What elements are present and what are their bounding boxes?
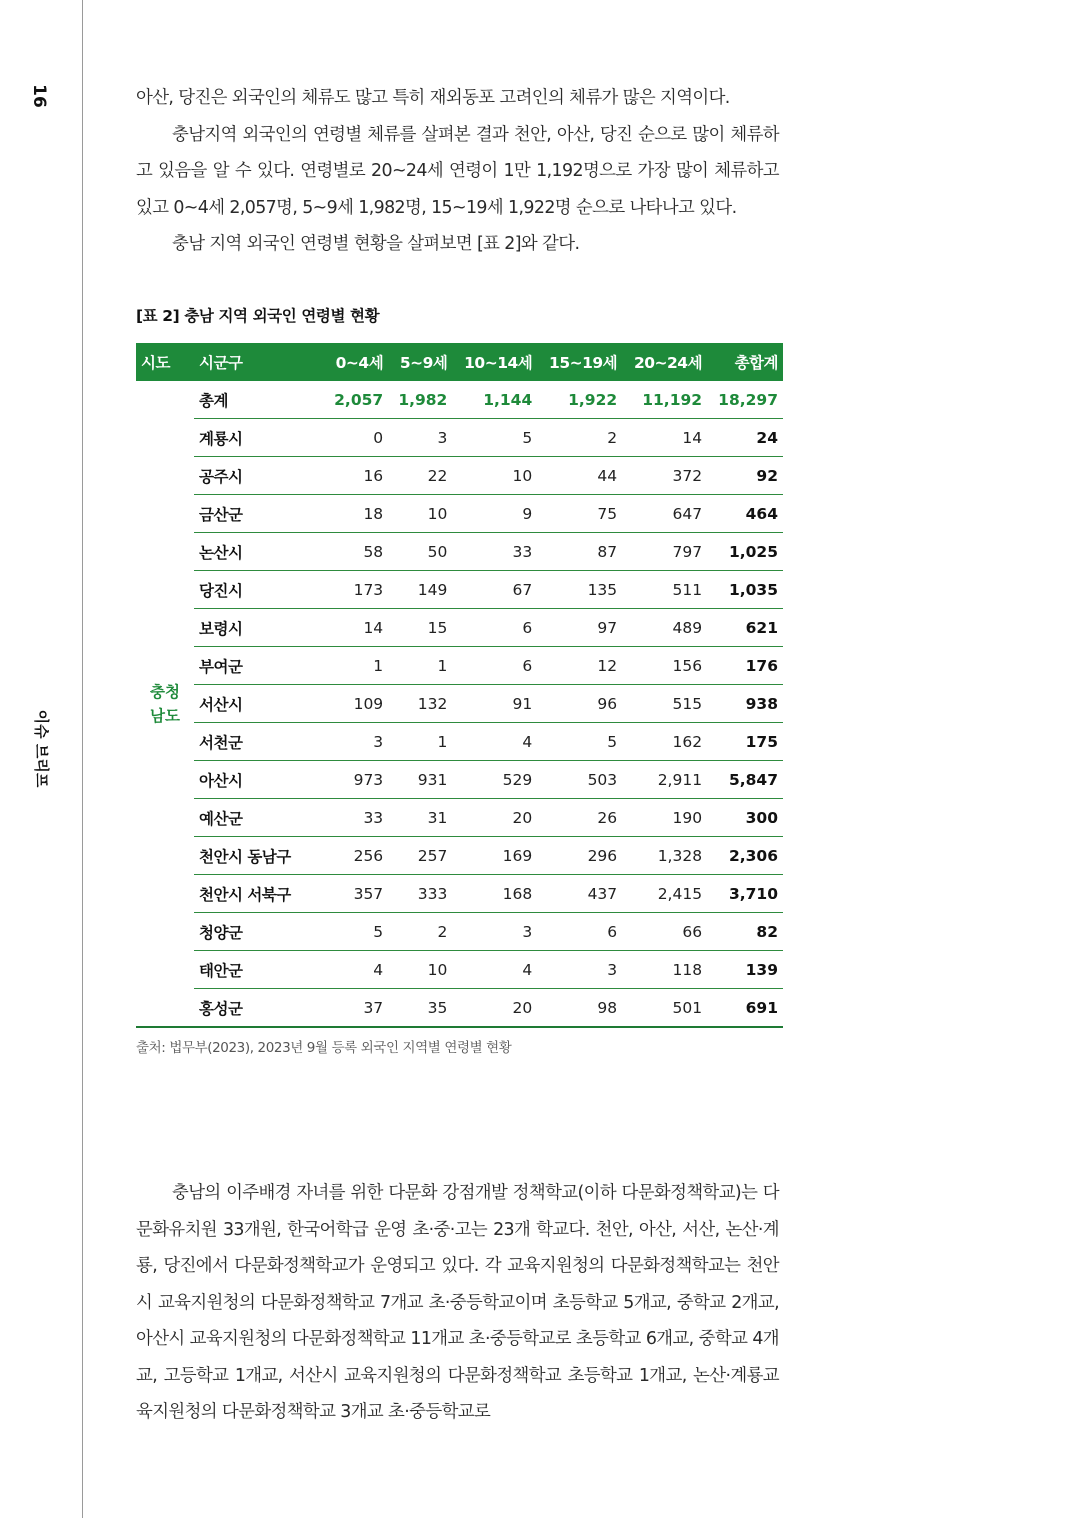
table-row [136, 951, 783, 989]
district-name: 당진시 [194, 571, 324, 609]
age-value: 6 [452, 609, 537, 647]
age-value: 12 [537, 647, 622, 685]
age-value: 33 [452, 533, 537, 571]
district-name: 천안시 서북구 [194, 875, 324, 913]
age-value: 91 [452, 685, 537, 723]
age-value: 2,911 [622, 761, 707, 799]
total-value: 176 [707, 647, 783, 685]
total-value: 1,035 [707, 571, 783, 609]
age-value: 109 [324, 685, 388, 723]
age-value: 647 [622, 495, 707, 533]
age-value: 4 [324, 951, 388, 989]
age-stats-table [136, 343, 783, 1028]
age-value: 67 [452, 571, 537, 609]
age-value: 162 [622, 723, 707, 761]
age-value: 5 [537, 723, 622, 761]
age-value: 96 [537, 685, 622, 723]
age-value: 1,328 [622, 837, 707, 875]
table-row [136, 647, 783, 685]
table-row [136, 533, 783, 571]
age-value: 98 [537, 989, 622, 1028]
total-value: 2,306 [707, 837, 783, 875]
total-value: 3,710 [707, 875, 783, 913]
age-value: 1,922 [537, 381, 622, 419]
age-value: 2 [388, 913, 452, 951]
district-name: 공주시 [194, 457, 324, 495]
total-value: 621 [707, 609, 783, 647]
age-value: 5 [452, 419, 537, 457]
table-row [136, 685, 783, 723]
paragraph [136, 80, 779, 117]
age-value: 15 [388, 609, 452, 647]
district-name: 청양군 [194, 913, 324, 951]
table-row [136, 913, 783, 951]
age-value: 10 [388, 495, 452, 533]
table-row [136, 419, 783, 457]
district-name: 예산군 [194, 799, 324, 837]
total-value: 139 [707, 951, 783, 989]
age-value: 2,415 [622, 875, 707, 913]
total-value: 5,847 [707, 761, 783, 799]
total-value: 691 [707, 989, 783, 1028]
age-value: 37 [324, 989, 388, 1028]
age-value: 10 [452, 457, 537, 495]
age-value: 135 [537, 571, 622, 609]
total-value: 18,297 [707, 381, 783, 419]
age-value: 16 [324, 457, 388, 495]
paragraph-text: 충남지역 외국인의 연령별 체류를 살펴본 결과 천안, 아산, 당진 순으로 많이 체류하고 있음을 알 수 있다. 연령별로 20~24세 연령이 1만 1,192명으로 가장 많이 체류하고 있고 0~4세 2,057명, 5~9세 1,982명, 15~19세 1,922명 순으로 나타나고 있다. [136, 124, 779, 218]
age-value: 6 [452, 647, 537, 685]
age-value: 18 [324, 495, 388, 533]
age-value: 14 [324, 609, 388, 647]
age-value: 9 [452, 495, 537, 533]
page-number: 16 [29, 84, 49, 108]
age-value: 132 [388, 685, 452, 723]
age-value: 44 [537, 457, 622, 495]
header-age-15-19: 15~19세 [537, 343, 622, 381]
district-name: 계룡시 [194, 419, 324, 457]
age-value: 529 [452, 761, 537, 799]
district-name: 홍성군 [194, 989, 324, 1028]
header-age-10-14: 10~14세 [452, 343, 537, 381]
age-value: 357 [324, 875, 388, 913]
age-value: 66 [622, 913, 707, 951]
age-value: 169 [452, 837, 537, 875]
age-value: 1 [388, 647, 452, 685]
header-age-20-24: 20~24세 [622, 343, 707, 381]
age-value: 3 [537, 951, 622, 989]
age-value: 1,982 [388, 381, 452, 419]
table-row [136, 989, 783, 1028]
table-total-row [136, 381, 783, 419]
age-value: 33 [324, 799, 388, 837]
intro-paragraphs [136, 80, 779, 263]
region-cell: 충청 남도 [136, 381, 194, 1027]
age-value: 190 [622, 799, 707, 837]
age-value: 437 [537, 875, 622, 913]
header-age-0-4: 0~4세 [324, 343, 388, 381]
table-row [136, 609, 783, 647]
age-value: 515 [622, 685, 707, 723]
table-row [136, 495, 783, 533]
table-header-row [136, 343, 783, 381]
age-value: 0 [324, 419, 388, 457]
age-value: 1,144 [452, 381, 537, 419]
age-value: 503 [537, 761, 622, 799]
header-total: 총합계 [707, 343, 783, 381]
table-row [136, 571, 783, 609]
header-district: 시군구 [194, 343, 324, 381]
age-value: 257 [388, 837, 452, 875]
district-name: 서산시 [194, 685, 324, 723]
age-value: 501 [622, 989, 707, 1028]
district-name: 서천군 [194, 723, 324, 761]
body-paragraph-text: 충남의 이주배경 자녀를 위한 다문화 강점개발 정책학교(이하 다문화정책학교)는 다문화유치원 33개원, 한국어학급 운영 초·중·고는 23개 학교다. 천안, 아산, 서산, 논산·계룡, 당진에서 다문화정책학교가 운영되고 있다. 각 교육지원청의 다문화정책학교는 천안시 교육지원청의 다문화정책학교 7개교 초·중등학교이며 초등학교 5개교, 중학교 2개교, 아산시 교육지원청의 다문화정책학교 11개교 초·중등학교로 초등학교 6개교, 중학교 4개교, 고등학교 1개교, 서산시 교육지원청의 다문화정책학교 초등학교 1개교, 논산·계룡교육지원청의 다문화정책학교 3개교 초·중등학교로 [136, 1183, 779, 1422]
total-value: 1,025 [707, 533, 783, 571]
age-value: 2 [537, 419, 622, 457]
age-value: 87 [537, 533, 622, 571]
age-value: 35 [388, 989, 452, 1028]
age-value: 4 [452, 951, 537, 989]
table-row [136, 457, 783, 495]
age-value: 156 [622, 647, 707, 685]
age-value: 3 [324, 723, 388, 761]
district-name: 태안군 [194, 951, 324, 989]
total-value: 24 [707, 419, 783, 457]
paragraph-text: 충남 지역 외국인 연령별 현황을 살펴보면 [표 2]와 같다. [172, 234, 580, 254]
district-name: 총계 [194, 381, 324, 419]
district-name: 논산시 [194, 533, 324, 571]
total-value: 92 [707, 457, 783, 495]
district-name: 금산군 [194, 495, 324, 533]
table-row [136, 723, 783, 761]
age-value: 973 [324, 761, 388, 799]
age-value: 333 [388, 875, 452, 913]
age-value: 489 [622, 609, 707, 647]
age-value: 11,192 [622, 381, 707, 419]
age-value: 296 [537, 837, 622, 875]
age-value: 20 [452, 799, 537, 837]
age-value: 173 [324, 571, 388, 609]
age-value: 118 [622, 951, 707, 989]
table-row [136, 799, 783, 837]
table-row [136, 837, 783, 875]
age-value: 3 [452, 913, 537, 951]
table-row [136, 875, 783, 913]
body-paragraph [136, 1175, 779, 1431]
table-source: 출처: 법무부(2023), 2023년 9월 등록 외국인 지역별 연령별 현황 [136, 1040, 512, 1056]
age-value: 31 [388, 799, 452, 837]
age-value: 1 [324, 647, 388, 685]
age-value: 797 [622, 533, 707, 571]
total-value: 300 [707, 799, 783, 837]
header-age-5-9: 5~9세 [388, 343, 452, 381]
total-value: 175 [707, 723, 783, 761]
age-value: 4 [452, 723, 537, 761]
age-value: 372 [622, 457, 707, 495]
total-value: 82 [707, 913, 783, 951]
total-value: 938 [707, 685, 783, 723]
margin-rule [82, 0, 83, 1518]
age-value: 5 [324, 913, 388, 951]
age-value: 10 [388, 951, 452, 989]
section-label: 이슈 브리프 [32, 709, 51, 788]
age-value: 6 [537, 913, 622, 951]
age-value: 256 [324, 837, 388, 875]
district-name: 아산시 [194, 761, 324, 799]
table-row [136, 761, 783, 799]
age-value: 75 [537, 495, 622, 533]
age-value: 58 [324, 533, 388, 571]
table-body [136, 381, 783, 1027]
age-value: 2,057 [324, 381, 388, 419]
age-value: 3 [388, 419, 452, 457]
district-name: 보령시 [194, 609, 324, 647]
age-value: 50 [388, 533, 452, 571]
paragraph [136, 117, 779, 227]
age-value: 22 [388, 457, 452, 495]
district-name: 천안시 동남구 [194, 837, 324, 875]
paragraph-text: 아산, 당진은 외국인의 체류도 많고 특히 재외동포 고려인의 체류가 많은 지역이다. [136, 88, 730, 108]
table-title: [표 2] 충남 지역 외국인 연령별 현황 [136, 307, 380, 325]
district-name: 부여군 [194, 647, 324, 685]
age-value: 26 [537, 799, 622, 837]
header-province: 시도 [136, 343, 194, 381]
age-value: 931 [388, 761, 452, 799]
age-value: 168 [452, 875, 537, 913]
paragraph [136, 226, 779, 263]
age-value: 511 [622, 571, 707, 609]
total-value: 464 [707, 495, 783, 533]
age-value: 14 [622, 419, 707, 457]
age-value: 149 [388, 571, 452, 609]
age-value: 20 [452, 989, 537, 1028]
age-value: 97 [537, 609, 622, 647]
age-value: 1 [388, 723, 452, 761]
